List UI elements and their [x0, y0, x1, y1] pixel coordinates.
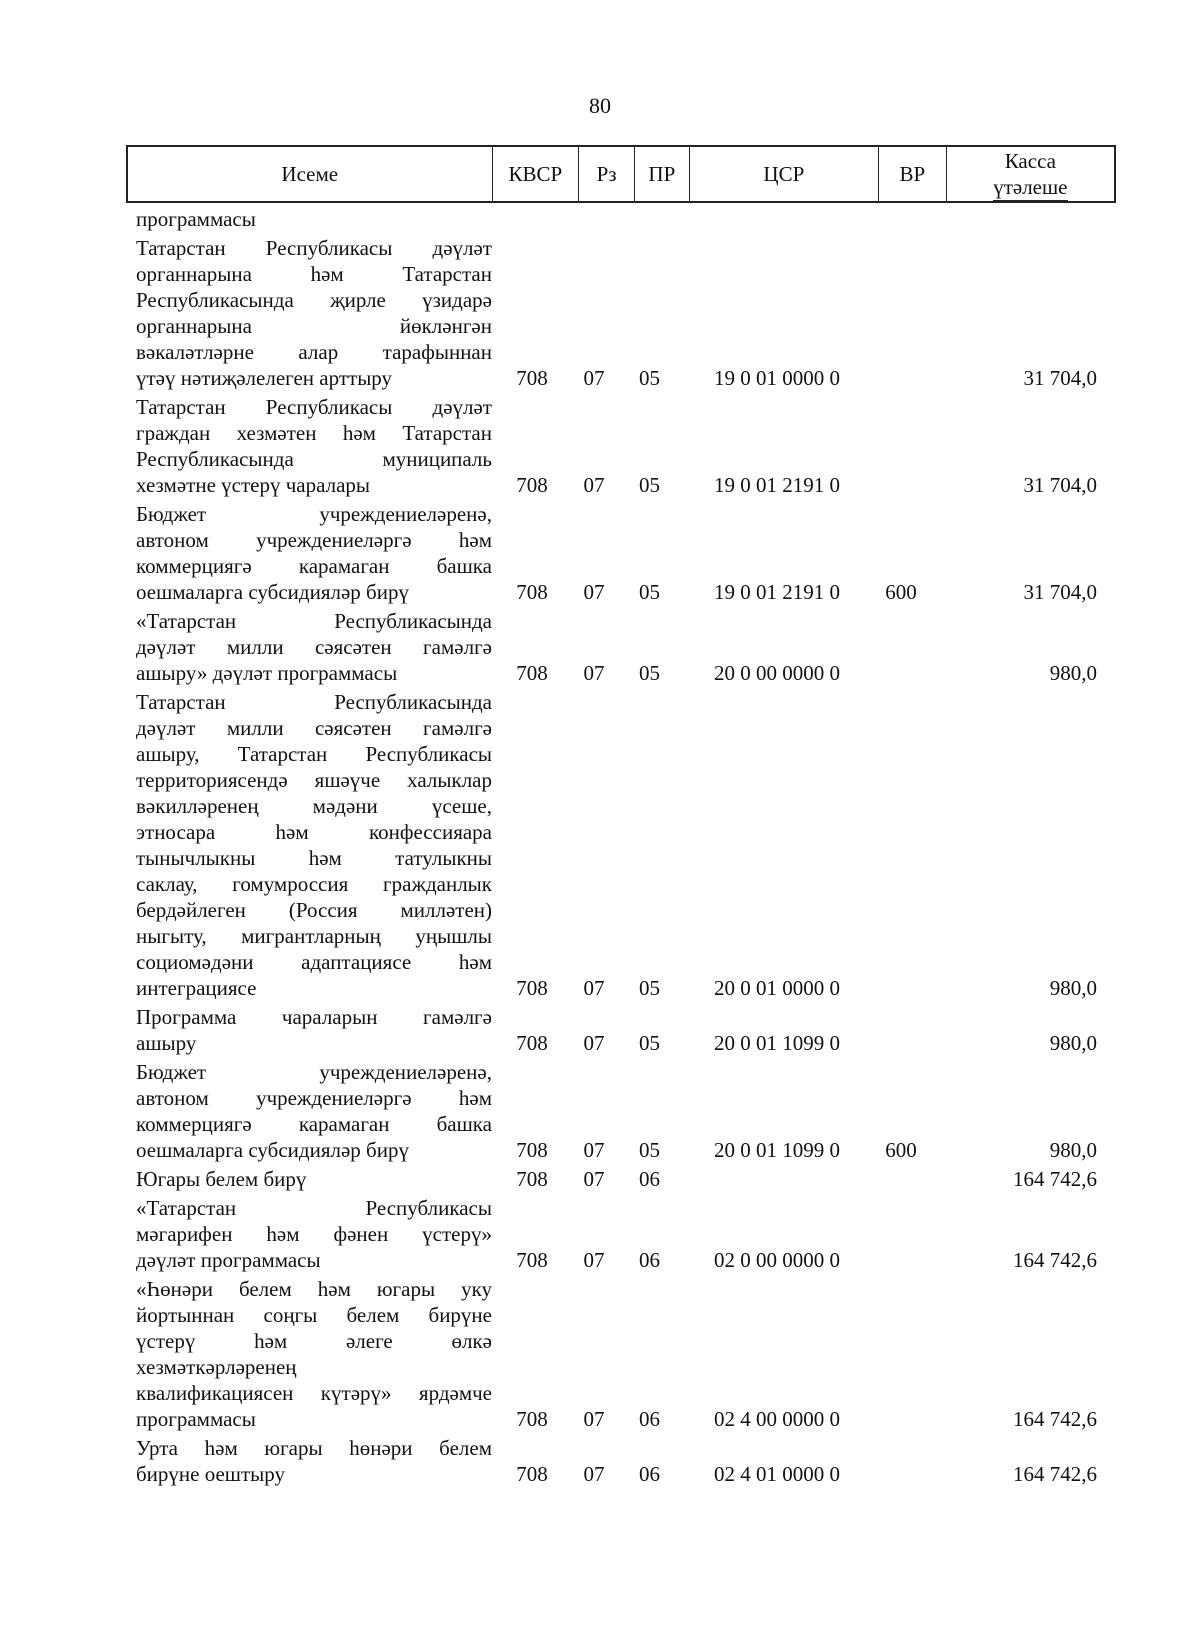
- row-name-line: хезмәтне үстерү чаралары: [136, 473, 371, 497]
- row-sum: 980,0: [1049, 1138, 1097, 1162]
- row-name-line: ныгыту, мигрантларның уңышлы: [136, 924, 492, 948]
- row-pr: [622, 206, 677, 232]
- row-kvsr: 708: [516, 976, 548, 1000]
- row-name-line: программасы: [136, 207, 256, 231]
- header-kvsr: КВСР: [493, 147, 580, 201]
- row-rz: 07: [583, 661, 605, 685]
- row-kvsr: 708: [516, 1462, 548, 1486]
- header-sum-line2: үтәлеше: [993, 174, 1068, 199]
- table-row: [126, 1166, 1126, 1192]
- row-name-line: автоном учреждениеләргә һәм: [136, 528, 492, 552]
- row-name-line: Татарстан Республикасы дәүләт: [136, 236, 492, 260]
- row-name-line: коммерциягә карамаган башка: [136, 554, 492, 578]
- row-name-line: хезмәткәрләренең: [136, 1355, 297, 1379]
- header-sum: [947, 147, 1114, 201]
- row-name: [136, 1435, 492, 1487]
- row-name-line: «Татарстан Республикасында: [136, 609, 492, 633]
- row-csr: 19 0 01 0000 0: [714, 366, 840, 390]
- row-name-line: этносара һәм конфессияара: [136, 820, 492, 844]
- row-pr: 05: [639, 661, 660, 685]
- row-name: [136, 1004, 492, 1056]
- row-kvsr: 708: [516, 1031, 548, 1055]
- table-row: [126, 1004, 1126, 1056]
- row-vr: [867, 472, 935, 498]
- row-name-line: Программа чараларын гамәлгә: [136, 1005, 492, 1029]
- row-kvsr: 708: [516, 366, 548, 390]
- row-name-line: Урта һәм югары һөнәри белем: [136, 1436, 492, 1460]
- row-vr: [867, 365, 935, 391]
- row-vr: [867, 1461, 935, 1487]
- header-vr: ВР: [879, 147, 947, 201]
- row-sum: 31 704,0: [1023, 473, 1097, 497]
- table-body: [126, 206, 1126, 1490]
- row-vr: 600: [885, 580, 917, 604]
- row-name-line: Республикасында җирле үзидарә: [136, 288, 492, 312]
- row-vr: [867, 1406, 935, 1432]
- row-kvsr: 708: [516, 1167, 548, 1191]
- page-number: 80: [589, 93, 611, 118]
- row-rz: 07: [583, 976, 605, 1000]
- row-kvsr: 708: [516, 580, 548, 604]
- row-pr: 05: [639, 580, 660, 604]
- header-sum-line1: Касса: [1004, 148, 1056, 173]
- row-csr: 20 0 01 0000 0: [714, 976, 840, 1000]
- row-name-line: граждан хезмәтен һәм Татарстан: [136, 421, 492, 445]
- row-name: [136, 608, 492, 686]
- row-vr: [867, 975, 935, 1001]
- row-name-line: дәүләт милли сәясәтен гамәлгә: [136, 635, 492, 659]
- row-name: [136, 501, 492, 605]
- row-vr: [867, 1247, 935, 1273]
- row-rz: [566, 206, 622, 232]
- row-name-line: мәгарифен һәм фәнен үстерү»: [136, 1222, 492, 1246]
- row-sum: 980,0: [1049, 661, 1097, 685]
- row-vr: [867, 1030, 935, 1056]
- row-name-line: «Һөнәри белем һәм югары уку: [136, 1277, 492, 1301]
- row-name-line: Бюджет учреждениеләренә,: [136, 502, 492, 526]
- row-csr: [677, 206, 877, 232]
- table-row: [126, 689, 1126, 1001]
- header-pr: ПР: [635, 147, 690, 201]
- row-sum: 980,0: [1049, 1031, 1097, 1055]
- row-csr: 19 0 01 2191 0: [714, 580, 840, 604]
- row-rz: 07: [583, 1462, 605, 1486]
- row-pr: 05: [639, 473, 660, 497]
- row-vr: 600: [885, 1138, 917, 1162]
- row-name: [136, 1276, 492, 1432]
- row-name-line: бирүне оештыру: [136, 1462, 285, 1486]
- table-row: [126, 1195, 1126, 1273]
- row-kvsr: 708: [516, 1248, 548, 1272]
- row-name-line: интеграциясе: [136, 976, 257, 1000]
- row-pr: 05: [639, 1138, 660, 1162]
- table-row: [126, 1059, 1126, 1163]
- row-name-line: вәкилләренең мәдәни үсеше,: [136, 794, 492, 818]
- row-csr: 20 0 01 1099 0: [714, 1031, 840, 1055]
- row-name: [136, 1059, 492, 1163]
- row-kvsr: [498, 206, 566, 232]
- row-name-line: Татарстан Республикасында: [136, 690, 492, 714]
- row-name-line: программасы: [136, 1407, 256, 1431]
- header-rz: Рз: [579, 147, 635, 201]
- row-kvsr: 708: [516, 1407, 548, 1431]
- row-name-line: ашыру» дәүләт программасы: [136, 661, 398, 685]
- table-row: [126, 394, 1126, 498]
- table-row: [126, 501, 1126, 605]
- header-csr: ЦСР: [690, 147, 879, 201]
- row-vr: [867, 206, 935, 232]
- row-name-line: үтәү нәтиҗәлелеген арттыру: [136, 366, 393, 390]
- row-rz: 07: [583, 473, 605, 497]
- row-pr: 06: [639, 1167, 660, 1191]
- row-pr: 05: [639, 976, 660, 1000]
- row-name-line: Бюджет учреждениеләренә,: [136, 1060, 492, 1084]
- row-name: [136, 206, 492, 232]
- row-rz: 07: [583, 580, 605, 604]
- row-csr: 02 4 01 0000 0: [714, 1462, 840, 1486]
- row-pr: 06: [639, 1248, 660, 1272]
- row-name-line: социомәдәни адаптациясе һәм: [136, 950, 492, 974]
- row-name-line: йортыннан соңгы белем бирүне: [136, 1303, 492, 1327]
- row-name-line: автоном учреждениеләргә һәм: [136, 1086, 492, 1110]
- row-name: [136, 689, 492, 1001]
- row-name-line: вәкаләтләрне алар тарафыннан: [136, 340, 492, 364]
- row-csr: 02 0 00 0000 0: [714, 1248, 840, 1272]
- row-name-line: тынычлыкны һәм татулыкны: [136, 846, 492, 870]
- table-row: [126, 235, 1126, 391]
- table-row: [126, 608, 1126, 686]
- row-csr: 20 0 00 0000 0: [714, 661, 840, 685]
- row-name: [136, 1195, 492, 1273]
- row-name-line: дәүләт милли сәясәтен гамәлгә: [136, 716, 492, 740]
- row-name: [136, 394, 492, 498]
- row-name-line: ашыру, Татарстан Республикасы: [136, 742, 492, 766]
- row-name-line: территориясендә яшәүче халыклар: [136, 768, 492, 792]
- row-name-line: ашыру: [136, 1031, 197, 1055]
- row-sum: 164 742,6: [1013, 1462, 1097, 1486]
- row-sum: 164 742,6: [1013, 1248, 1097, 1272]
- row-csr: 02 4 00 0000 0: [714, 1407, 840, 1431]
- row-rz: 07: [583, 366, 605, 390]
- row-name-line: оешмаларга субсидияләр бирү: [136, 1138, 409, 1162]
- row-sum: [935, 206, 1097, 232]
- row-vr: [867, 660, 935, 686]
- row-pr: 06: [639, 1462, 660, 1486]
- row-name-line: «Татарстан Республикасы: [136, 1196, 492, 1220]
- row-name-line: үстерү һәм әлеге өлкә: [136, 1329, 492, 1353]
- table-row: [126, 1276, 1126, 1432]
- table-row: [126, 1435, 1126, 1487]
- row-sum: 980,0: [1049, 976, 1097, 1000]
- row-pr: 06: [639, 1407, 660, 1431]
- row-rz: 07: [583, 1167, 605, 1191]
- row-name-line: коммерциягә карамаган башка: [136, 1112, 492, 1136]
- row-name-line: Татарстан Республикасы дәүләт: [136, 395, 492, 419]
- table-row: [126, 206, 1126, 232]
- row-name: [136, 1166, 492, 1192]
- row-rz: 07: [583, 1248, 605, 1272]
- row-rz: 07: [583, 1031, 605, 1055]
- header-name: Исеме: [128, 147, 493, 201]
- row-rz: 07: [583, 1407, 605, 1431]
- row-name-line: органнарына йөкләнгән: [136, 314, 492, 338]
- row-name-line: дәүләт программасы: [136, 1248, 321, 1272]
- row-csr: 19 0 01 2191 0: [714, 473, 840, 497]
- row-kvsr: 708: [516, 661, 548, 685]
- row-vr: [867, 1166, 935, 1192]
- row-name-line: бердәйлеген (Россия милләтен): [136, 898, 492, 922]
- row-pr: 05: [639, 366, 660, 390]
- row-sum: 164 742,6: [1013, 1407, 1097, 1431]
- row-kvsr: 708: [516, 473, 548, 497]
- row-name-line: саклау, гомумроссия гражданлык: [136, 872, 492, 896]
- row-sum: 164 742,6: [1013, 1167, 1097, 1191]
- row-kvsr: 708: [516, 1138, 548, 1162]
- row-csr: [677, 1166, 877, 1192]
- row-sum: 31 704,0: [1023, 580, 1097, 604]
- row-name-line: Республикасында муниципаль: [136, 447, 492, 471]
- row-rz: 07: [583, 1138, 605, 1162]
- row-name-line: оешмаларга субсидияләр бирү: [136, 580, 409, 604]
- row-pr: 05: [639, 1031, 660, 1055]
- row-name-line: органнарына һәм Татарстан: [136, 262, 492, 286]
- row-name: [136, 235, 492, 391]
- row-sum: 31 704,0: [1023, 366, 1097, 390]
- table-header: [126, 145, 1116, 203]
- row-csr: 20 0 01 1099 0: [714, 1138, 840, 1162]
- row-name-line: квалификациясен күтәрү» ярдәмче: [136, 1381, 492, 1405]
- row-name-line: Югары белем бирү: [136, 1167, 307, 1191]
